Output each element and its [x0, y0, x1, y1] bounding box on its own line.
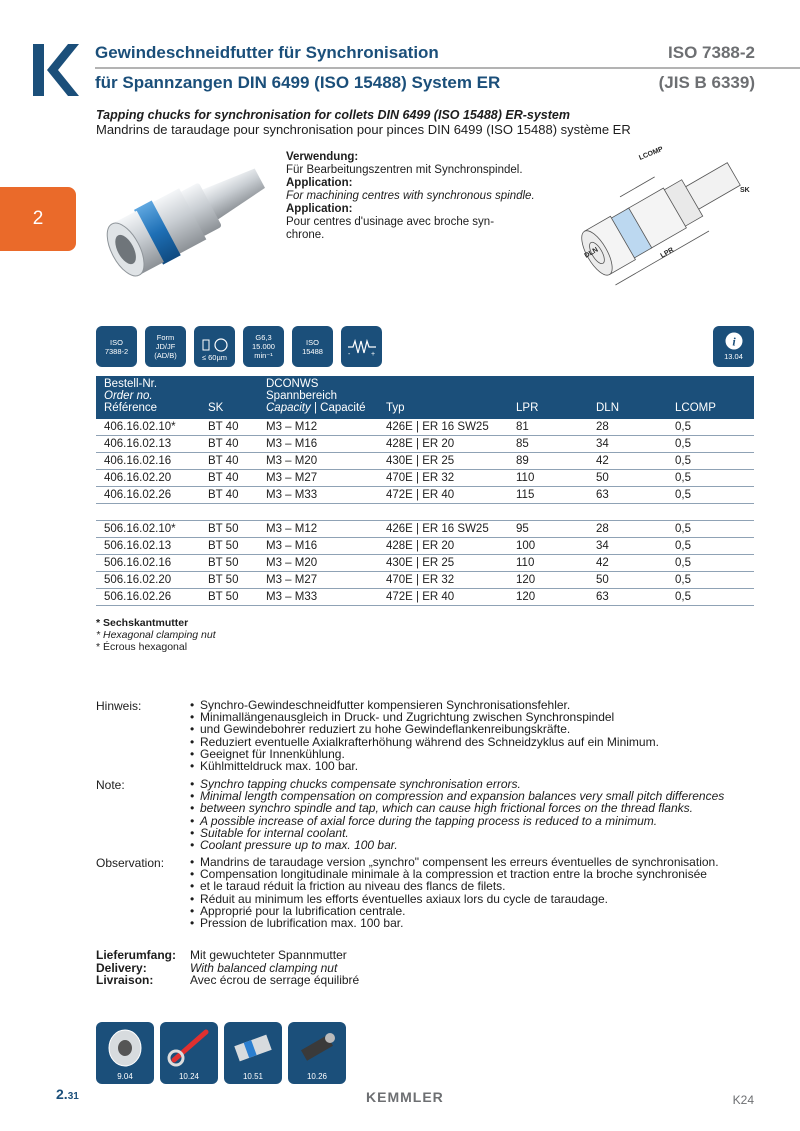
dln-label: DLN [583, 246, 600, 260]
cell-dln: 50 [596, 472, 609, 484]
list-item: • between synchro spindle and tap, which can cause high frictional forces on the thread flanks. [190, 802, 790, 814]
iso-15488-icon-line2: 15488 [302, 346, 323, 356]
cell-dln: 63 [596, 489, 609, 501]
kemmler-logo [33, 44, 79, 96]
cell-sk: BT 50 [208, 574, 239, 586]
cell-sk: BT 50 [208, 523, 239, 535]
cell-order: 406.16.02.13 [104, 438, 172, 450]
cell-sk: BT 40 [208, 472, 239, 484]
cell-lcomp: 0,5 [675, 489, 691, 501]
header-rule [95, 67, 800, 69]
cell-typ: 428E | ER 20 [386, 540, 455, 552]
header-capacity-fr: Capacité [320, 402, 366, 414]
usage-de-text: Für Bearbeitungszentren mit Synchronspindel. [286, 164, 523, 176]
usage-fr-label: Application: [286, 203, 353, 215]
list-item: • Pression de lubrification max. 100 bar. [190, 917, 790, 929]
list-item: • Kühlmitteldruck max. 100 bar. [190, 760, 790, 772]
list-item: • und Gewindebohrer reduziert zu hohe Gewindeflankenreibungskräfte. [190, 723, 790, 735]
cell-lpr: 110 [516, 557, 535, 569]
list-item: • Suitable for internal coolant. [190, 827, 790, 839]
cell-sk: BT 40 [208, 455, 239, 467]
cell-cap: M3 – M16 [266, 438, 318, 450]
runout-icon-text: ≤ 60µm [201, 353, 228, 362]
runout-icon [194, 326, 235, 367]
header-lcomp: LCOMP [675, 402, 716, 414]
iso-15488-icon-line1: ISO [306, 337, 319, 347]
note-label: Note: [96, 778, 125, 792]
usage-fr-text-1: Pour centres d'usinage avec broche syn- [286, 216, 495, 228]
list-item: • Approprié pour la lubrification centrale. [190, 905, 790, 917]
table-row [96, 555, 754, 572]
list-item: • Reduziert eventuelle Axialkrafterhöhung während des Schneidzyklus auf ein Minimum. [190, 736, 790, 748]
cell-lpr: 85 [516, 438, 529, 450]
collet-icon [96, 1022, 154, 1072]
wrench-icon [160, 1022, 218, 1072]
accessory-ref: 10.51 [242, 1072, 264, 1081]
table-row [96, 538, 754, 555]
header-capacity-de: Spannbereich [266, 390, 337, 402]
accessory-ref: 9.04 [117, 1072, 133, 1081]
list-item: • Minimallängenausgleich in Druck- und Zugrichtung zwischen Synchronspindel [190, 711, 790, 723]
delivery-en-label: Delivery: [96, 960, 147, 975]
cell-dln: 50 [596, 574, 609, 586]
usage-fr-text-2: chrone. [286, 229, 325, 241]
cell-dln: 42 [596, 557, 609, 569]
cell-typ: 470E | ER 32 [386, 472, 455, 484]
cell-order: 406.16.02.16 [104, 455, 172, 467]
cell-cap: M3 – M27 [266, 574, 318, 586]
delivery-de-text: Mit gewuchteter Spannmutter [190, 948, 347, 962]
header-dln: DLN [596, 402, 620, 414]
cell-lpr: 100 [516, 540, 536, 552]
balance-icon-line3: min⁻¹ [254, 351, 273, 360]
cell-dln: 34 [596, 438, 609, 450]
cell-cap: M3 – M20 [266, 455, 318, 467]
cell-order: 506.16.02.13 [104, 540, 172, 552]
footnote-de: * Sechskantmutter [96, 617, 189, 629]
balance-icon-line2: 15.000 [252, 342, 275, 351]
subtitle-french: Mandrins de taraudage pour synchronisation pour pinces DIN 6499 (ISO 15488) système ER [96, 122, 631, 137]
table-spacer [96, 504, 754, 521]
cell-lcomp: 0,5 [675, 438, 691, 450]
cell-cap: M3 – M20 [266, 557, 318, 569]
cell-order: 506.16.02.20 [104, 574, 172, 586]
cell-cap: M3 – M27 [266, 472, 318, 484]
cell-typ: 426E | ER 16 SW25 [386, 523, 489, 535]
table-group-bt50 [96, 521, 754, 606]
cell-lcomp: 0,5 [675, 421, 691, 433]
iso-7388-icon-line2: 7388-2 [104, 346, 129, 356]
delivery-fr-text: Avec écrou de serrage équilibré [190, 973, 360, 987]
table-row [96, 453, 754, 470]
table-row [96, 487, 754, 504]
brand-name: KEMMLER [366, 1089, 444, 1105]
cell-cap: M3 – M16 [266, 540, 318, 552]
cell-typ: 472E | ER 40 [386, 591, 455, 603]
product-photo [92, 148, 282, 280]
cell-sk: BT 40 [208, 489, 239, 501]
form-icon [145, 326, 186, 367]
cell-dln: 28 [596, 523, 609, 535]
usage-block [286, 151, 536, 242]
accessory-ref: 10.26 [306, 1072, 328, 1081]
accessory-wrench[interactable] [160, 1022, 218, 1084]
header-lpr: LPR [516, 402, 539, 414]
list-item: • Synchro-Gewindeschneidfutter kompensieren Synchronisationsfehler. [190, 699, 790, 711]
header-order-en: Order no. [104, 390, 153, 402]
cell-typ: 472E | ER 40 [386, 489, 455, 501]
list-item: • Compensation longitudinale minimale à la compression et traction entre la broche synchronisée [190, 868, 790, 880]
product-table [96, 376, 754, 606]
standard-alt-label: (JIS B 6339) [658, 73, 755, 92]
page-number-sub: 31 [67, 1091, 79, 1102]
table-header: Bestell-Nr. Order no. Référence SK DCONWS Spannbereich Capacity | Capacité Typ LPR DLN LCOMP [96, 376, 754, 419]
iso-15488-icon [292, 326, 333, 367]
list-item: • Minimal length compensation on compression and expansion balances very small pitch differences [190, 790, 790, 802]
cell-cap: M3 – M12 [266, 421, 318, 433]
note-list [190, 778, 790, 851]
cell-lcomp: 0,5 [675, 574, 691, 586]
cell-dln: 34 [596, 540, 609, 552]
cell-order: 506.16.02.26 [104, 591, 172, 603]
table-row [96, 572, 754, 589]
table-row [96, 419, 754, 436]
svg-text:+: + [370, 350, 375, 357]
table-row [96, 436, 754, 453]
cell-lpr: 110 [516, 472, 535, 484]
info-icon-ref: 13.04 [724, 352, 743, 361]
cell-dln: 42 [596, 455, 609, 467]
cell-typ: 430E | ER 25 [386, 455, 455, 467]
cell-cap: M3 – M12 [266, 523, 318, 535]
page-subtitle: für Spannzangen DIN 6499 (ISO 15488) System ER [95, 73, 501, 92]
footnotes [96, 617, 216, 653]
cell-typ: 430E | ER 25 [386, 557, 455, 569]
accessory-chuck[interactable] [224, 1022, 282, 1084]
svg-text:i: i [731, 334, 736, 349]
cell-sk: BT 50 [208, 557, 239, 569]
usage-en-label: Application: [286, 177, 353, 189]
list-item: • Geeignet für Innenkühlung. [190, 748, 790, 760]
hinweis-list [190, 699, 790, 772]
spring-icon [346, 337, 378, 357]
cell-sk: BT 50 [208, 591, 239, 603]
cell-typ: 426E | ER 16 SW25 [386, 421, 489, 433]
standard-label: ISO 7388-2 [668, 43, 755, 62]
accessory-ref: 10.24 [178, 1072, 200, 1081]
footnote-fr: * Écrous hexagonal [96, 641, 188, 653]
cell-order: 506.16.02.10* [104, 523, 176, 535]
cell-typ: 428E | ER 20 [386, 438, 455, 450]
iso-7388-icon-line1: ISO [110, 337, 123, 347]
cell-dln: 28 [596, 421, 609, 433]
list-item: • et le taraud réduit la friction au niveau des flancs de filets. [190, 880, 790, 892]
list-item: • Réduit au minimum les efforts éventuelles axiaux lors du cycle de taraudage. [190, 893, 790, 905]
observation-label: Observation: [96, 856, 165, 870]
svg-text:-: - [347, 350, 350, 357]
cell-cap: M3 – M33 [266, 489, 318, 501]
delivery-fr-label: Livraison: [96, 973, 154, 987]
cell-lcomp: 0,5 [675, 472, 691, 484]
compensation-icon [341, 326, 382, 367]
page-number-main: 2. [56, 1086, 68, 1102]
chapter-tab[interactable]: 2 [0, 187, 76, 251]
cell-lpr: 81 [516, 421, 529, 433]
cell-lpr: 120 [516, 574, 536, 586]
cell-dln: 63 [596, 591, 609, 603]
cell-lpr: 115 [516, 489, 535, 501]
cell-order: 506.16.02.16 [104, 557, 172, 569]
footnote-en: * Hexagonal clamping nut [96, 629, 216, 641]
cell-typ: 470E | ER 32 [386, 574, 455, 586]
form-icon-line2: JD/JF [155, 342, 176, 351]
accessory-pull-stud[interactable] [288, 1022, 346, 1084]
cell-order: 406.16.02.26 [104, 489, 172, 501]
observation-list [190, 856, 790, 929]
header-sk: SK [208, 402, 224, 414]
header-dconws: DCONWS [266, 378, 319, 390]
delivery-de-label: Lieferumfang: [96, 948, 177, 962]
form-icon-line1: Form [156, 333, 175, 342]
header-capacity-en: Capacity [266, 402, 311, 414]
page-title: Gewindeschneidfutter für Synchronisation [95, 43, 439, 62]
sk-label: SK [740, 187, 750, 194]
list-item: • Synchro tapping chucks compensate synchronisation errors. [190, 778, 790, 790]
runout-gauge-icon [200, 337, 230, 353]
cell-cap: M3 – M33 [266, 591, 318, 603]
cell-sk: BT 40 [208, 421, 239, 433]
list-item: • Mandrins de taraudage version „synchro" compensent les erreurs éventuelles de synchronisation. [190, 856, 790, 868]
cell-sk: BT 40 [208, 438, 239, 450]
cell-lcomp: 0,5 [675, 455, 691, 467]
technical-drawing [568, 140, 768, 290]
cell-order: 406.16.02.20 [104, 472, 172, 484]
table-group-bt40 [96, 419, 754, 504]
hinweis-label: Hinweis: [96, 699, 142, 713]
page-number [56, 1086, 79, 1102]
delivery-values [190, 949, 359, 987]
info-icon-tile[interactable] [713, 326, 754, 367]
cell-order: 406.16.02.10* [104, 421, 176, 433]
cell-lcomp: 0,5 [675, 591, 691, 603]
list-item: • A possible increase of axial force during the tapping process is reduced to a minimum. [190, 815, 790, 827]
catalog-code: K24 [732, 1093, 754, 1107]
lpr-label: LPR [659, 246, 676, 260]
usage-en-text: For machining centres with synchronous spindle. [286, 190, 535, 202]
table-row [96, 521, 754, 538]
iso-7388-icon [96, 326, 137, 367]
chuck-icon [224, 1022, 282, 1072]
table-row [96, 589, 754, 606]
cell-lcomp: 0,5 [675, 523, 691, 535]
cell-lcomp: 0,5 [675, 540, 691, 552]
lcomp-label: LCOMP [638, 145, 665, 162]
cell-sk: BT 50 [208, 540, 239, 552]
cell-lpr: 95 [516, 523, 529, 535]
header-order-fr: Référence [104, 402, 158, 414]
cell-lpr: 89 [516, 455, 529, 467]
info-icon [725, 332, 743, 350]
usage-de-label: Verwendung: [286, 151, 359, 163]
cell-lcomp: 0,5 [675, 557, 691, 569]
list-item: • Coolant pressure up to max. 100 bar. [190, 839, 790, 851]
delivery-en-text: With balanced clamping nut [190, 960, 338, 975]
form-icon-line3: (AD/B) [154, 351, 177, 360]
table-row [96, 470, 754, 487]
subtitle-english: Tapping chucks for synchronisation for collets DIN 6499 (ISO 15488) ER-system [96, 108, 570, 122]
header-typ: Typ [386, 402, 405, 414]
balance-icon [243, 326, 284, 367]
delivery-labels [96, 949, 176, 987]
accessory-collet[interactable] [96, 1022, 154, 1084]
balance-icon-line1: G6,3 [255, 333, 272, 342]
header-order-de: Bestell-Nr. [104, 378, 158, 390]
cell-lpr: 120 [516, 591, 536, 603]
pull-stud-icon [288, 1022, 346, 1072]
